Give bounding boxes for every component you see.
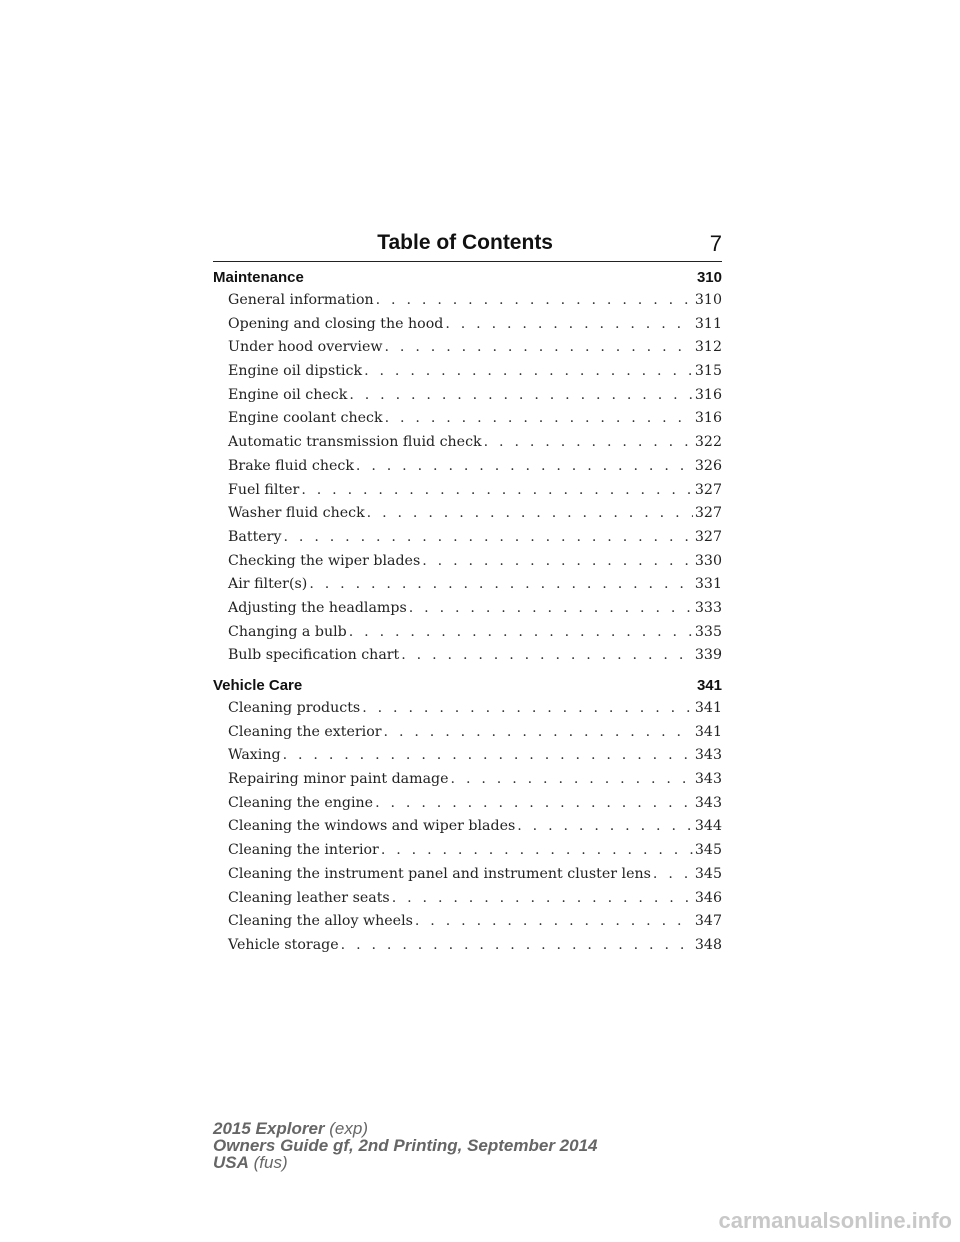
- section-page: 310: [696, 269, 722, 286]
- entry-label: General information: [228, 292, 374, 308]
- dot-leader: [349, 384, 693, 408]
- dot-leader: [309, 573, 693, 597]
- entry-label: Changing a bulb: [228, 623, 347, 640]
- entry-label: Cleaning the windows and wiper blades: [228, 818, 516, 835]
- toc-entry[interactable]: [213, 863, 722, 887]
- entry-label: Cleaning the engine: [228, 794, 374, 811]
- footer-model: 2015 Explorer: [213, 1119, 325, 1138]
- toc-entry[interactable]: [213, 384, 722, 408]
- entry-page: 311: [694, 315, 722, 332]
- entry-page: 344: [694, 818, 722, 835]
- toc-entry[interactable]: [213, 644, 722, 668]
- entry-label: Repairing minor paint damage: [228, 771, 449, 788]
- section-page: 341: [696, 677, 722, 694]
- toc-section: [213, 266, 722, 668]
- entry-page: 316: [694, 386, 722, 403]
- toc-entry[interactable]: [213, 479, 722, 503]
- dot-leader: [341, 934, 693, 958]
- entry-label: Automatic transmission fluid check: [228, 434, 482, 451]
- toc-entry[interactable]: [213, 910, 722, 934]
- toc-entry[interactable]: [213, 289, 722, 313]
- toc-entry[interactable]: [213, 360, 722, 384]
- entry-page: 345: [694, 865, 722, 882]
- section-title: Vehicle Care: [213, 677, 303, 694]
- entry-page: 333: [694, 599, 722, 616]
- footer-model-code: (exp): [329, 1119, 368, 1138]
- dot-leader: [362, 697, 693, 721]
- toc-entry[interactable]: [213, 313, 722, 337]
- entry-page: 347: [694, 913, 722, 930]
- footer-market-code: (fus): [253, 1153, 288, 1172]
- dot-leader: [392, 887, 693, 911]
- toc-entry[interactable]: [213, 721, 722, 745]
- entry-label: Washer fluid check: [228, 505, 365, 522]
- toc-entry[interactable]: [213, 697, 722, 721]
- dot-leader: [301, 479, 693, 503]
- section-title: Maintenance: [213, 269, 304, 286]
- toc-entry[interactable]: [213, 573, 722, 597]
- entry-label: Cleaning the instrument panel and instrument cluster lens: [228, 865, 651, 882]
- toc-section-heading[interactable]: [213, 266, 722, 289]
- dot-leader: [384, 721, 693, 745]
- dot-leader: [356, 455, 693, 479]
- toc-entry[interactable]: [213, 502, 722, 526]
- entry-page: 346: [694, 889, 722, 906]
- dot-leader: [409, 597, 693, 621]
- toc-entry[interactable]: [213, 792, 722, 816]
- dot-leader: [367, 502, 693, 526]
- toc-entry[interactable]: [213, 887, 722, 911]
- entry-label: Cleaning products: [228, 700, 361, 716]
- toc-section-heading[interactable]: [213, 674, 722, 697]
- dot-leader: [349, 621, 693, 645]
- page-number: 7: [709, 231, 722, 256]
- entry-label: Air filter(s): [228, 576, 308, 593]
- entry-label: Checking the wiper blades: [228, 552, 421, 569]
- toc-entry[interactable]: [213, 336, 722, 360]
- entry-label: Cleaning leather seats: [228, 889, 390, 906]
- entry-page: 343: [694, 794, 722, 811]
- toc-entry[interactable]: [213, 815, 722, 839]
- watermark: carmanualsonline.info: [718, 1208, 952, 1233]
- toc-entry[interactable]: [213, 431, 722, 455]
- toc-entry[interactable]: [213, 597, 722, 621]
- dot-leader: [283, 526, 692, 550]
- entry-label: Battery: [228, 528, 282, 545]
- entry-label: Engine coolant check: [228, 410, 383, 427]
- entry-page: 341: [694, 723, 722, 740]
- entry-label: Cleaning the interior: [228, 842, 379, 859]
- entry-label: Waxing: [228, 747, 281, 764]
- toc-entry[interactable]: [213, 550, 722, 574]
- dot-leader: [415, 910, 693, 934]
- toc-entry[interactable]: [213, 744, 722, 768]
- dot-leader: [422, 550, 693, 574]
- dot-leader: [385, 336, 693, 360]
- toc-section: [213, 674, 722, 958]
- entry-label: Bulb specification chart: [228, 647, 400, 664]
- dot-leader: [401, 644, 693, 668]
- entry-page: 343: [694, 747, 722, 764]
- footer-market: USA: [213, 1153, 249, 1172]
- entry-label: Vehicle storage: [228, 936, 339, 953]
- dot-leader: [364, 360, 693, 384]
- entry-page: 345: [694, 842, 722, 859]
- footer-guide: Owners Guide gf, 2nd Printing, September 2014: [213, 1136, 598, 1155]
- dot-leader: [376, 289, 693, 313]
- dot-leader: [385, 407, 693, 431]
- dot-leader: [375, 792, 693, 816]
- dot-leader: [451, 768, 693, 792]
- entry-page: 312: [694, 339, 722, 356]
- page-header: [213, 228, 722, 262]
- footer: [213, 1120, 597, 1171]
- entry-label: Engine oil check: [228, 386, 348, 403]
- entry-label: Cleaning the alloy wheels: [228, 913, 413, 930]
- entry-page: 343: [694, 771, 722, 788]
- dot-leader: [381, 839, 693, 863]
- entry-label: Opening and closing the hood: [228, 315, 444, 332]
- toc-entry[interactable]: [213, 621, 722, 645]
- entry-label: Under hood overview: [228, 339, 383, 356]
- toc-entry[interactable]: [213, 934, 722, 958]
- entry-label: Cleaning the exterior: [228, 723, 382, 740]
- toc-entry[interactable]: [213, 768, 722, 792]
- page-title: Table of Contents: [377, 231, 553, 254]
- entry-page: 316: [694, 410, 722, 427]
- dot-leader: [653, 863, 693, 887]
- entry-page: 327: [694, 528, 722, 545]
- entry-page: 327: [694, 505, 722, 522]
- toc-entry[interactable]: [213, 526, 722, 550]
- entry-page: 322: [694, 434, 722, 451]
- entry-label: Adjusting the headlamps: [228, 599, 407, 616]
- dot-leader: [484, 431, 693, 455]
- table-of-contents: [213, 266, 722, 964]
- entry-page: 335: [694, 623, 722, 640]
- entry-page: 326: [694, 457, 722, 474]
- entry-label: Engine oil dipstick: [228, 363, 363, 380]
- entry-page: 331: [694, 576, 722, 593]
- entry-page: 315: [694, 363, 722, 380]
- entry-label: Fuel filter: [228, 481, 300, 498]
- entry-page: 341: [694, 700, 722, 716]
- dot-leader: [283, 744, 693, 768]
- entry-label: Brake fluid check: [228, 457, 354, 474]
- dot-leader: [445, 313, 693, 337]
- entry-page: 310: [694, 292, 722, 308]
- toc-entry[interactable]: [213, 839, 722, 863]
- toc-entry[interactable]: [213, 455, 722, 479]
- entry-page: 330: [694, 552, 722, 569]
- toc-entry[interactable]: [213, 407, 722, 431]
- entry-page: 348: [694, 936, 722, 953]
- entry-page: 339: [694, 647, 722, 664]
- dot-leader: [517, 815, 693, 839]
- entry-page: 327: [694, 481, 722, 498]
